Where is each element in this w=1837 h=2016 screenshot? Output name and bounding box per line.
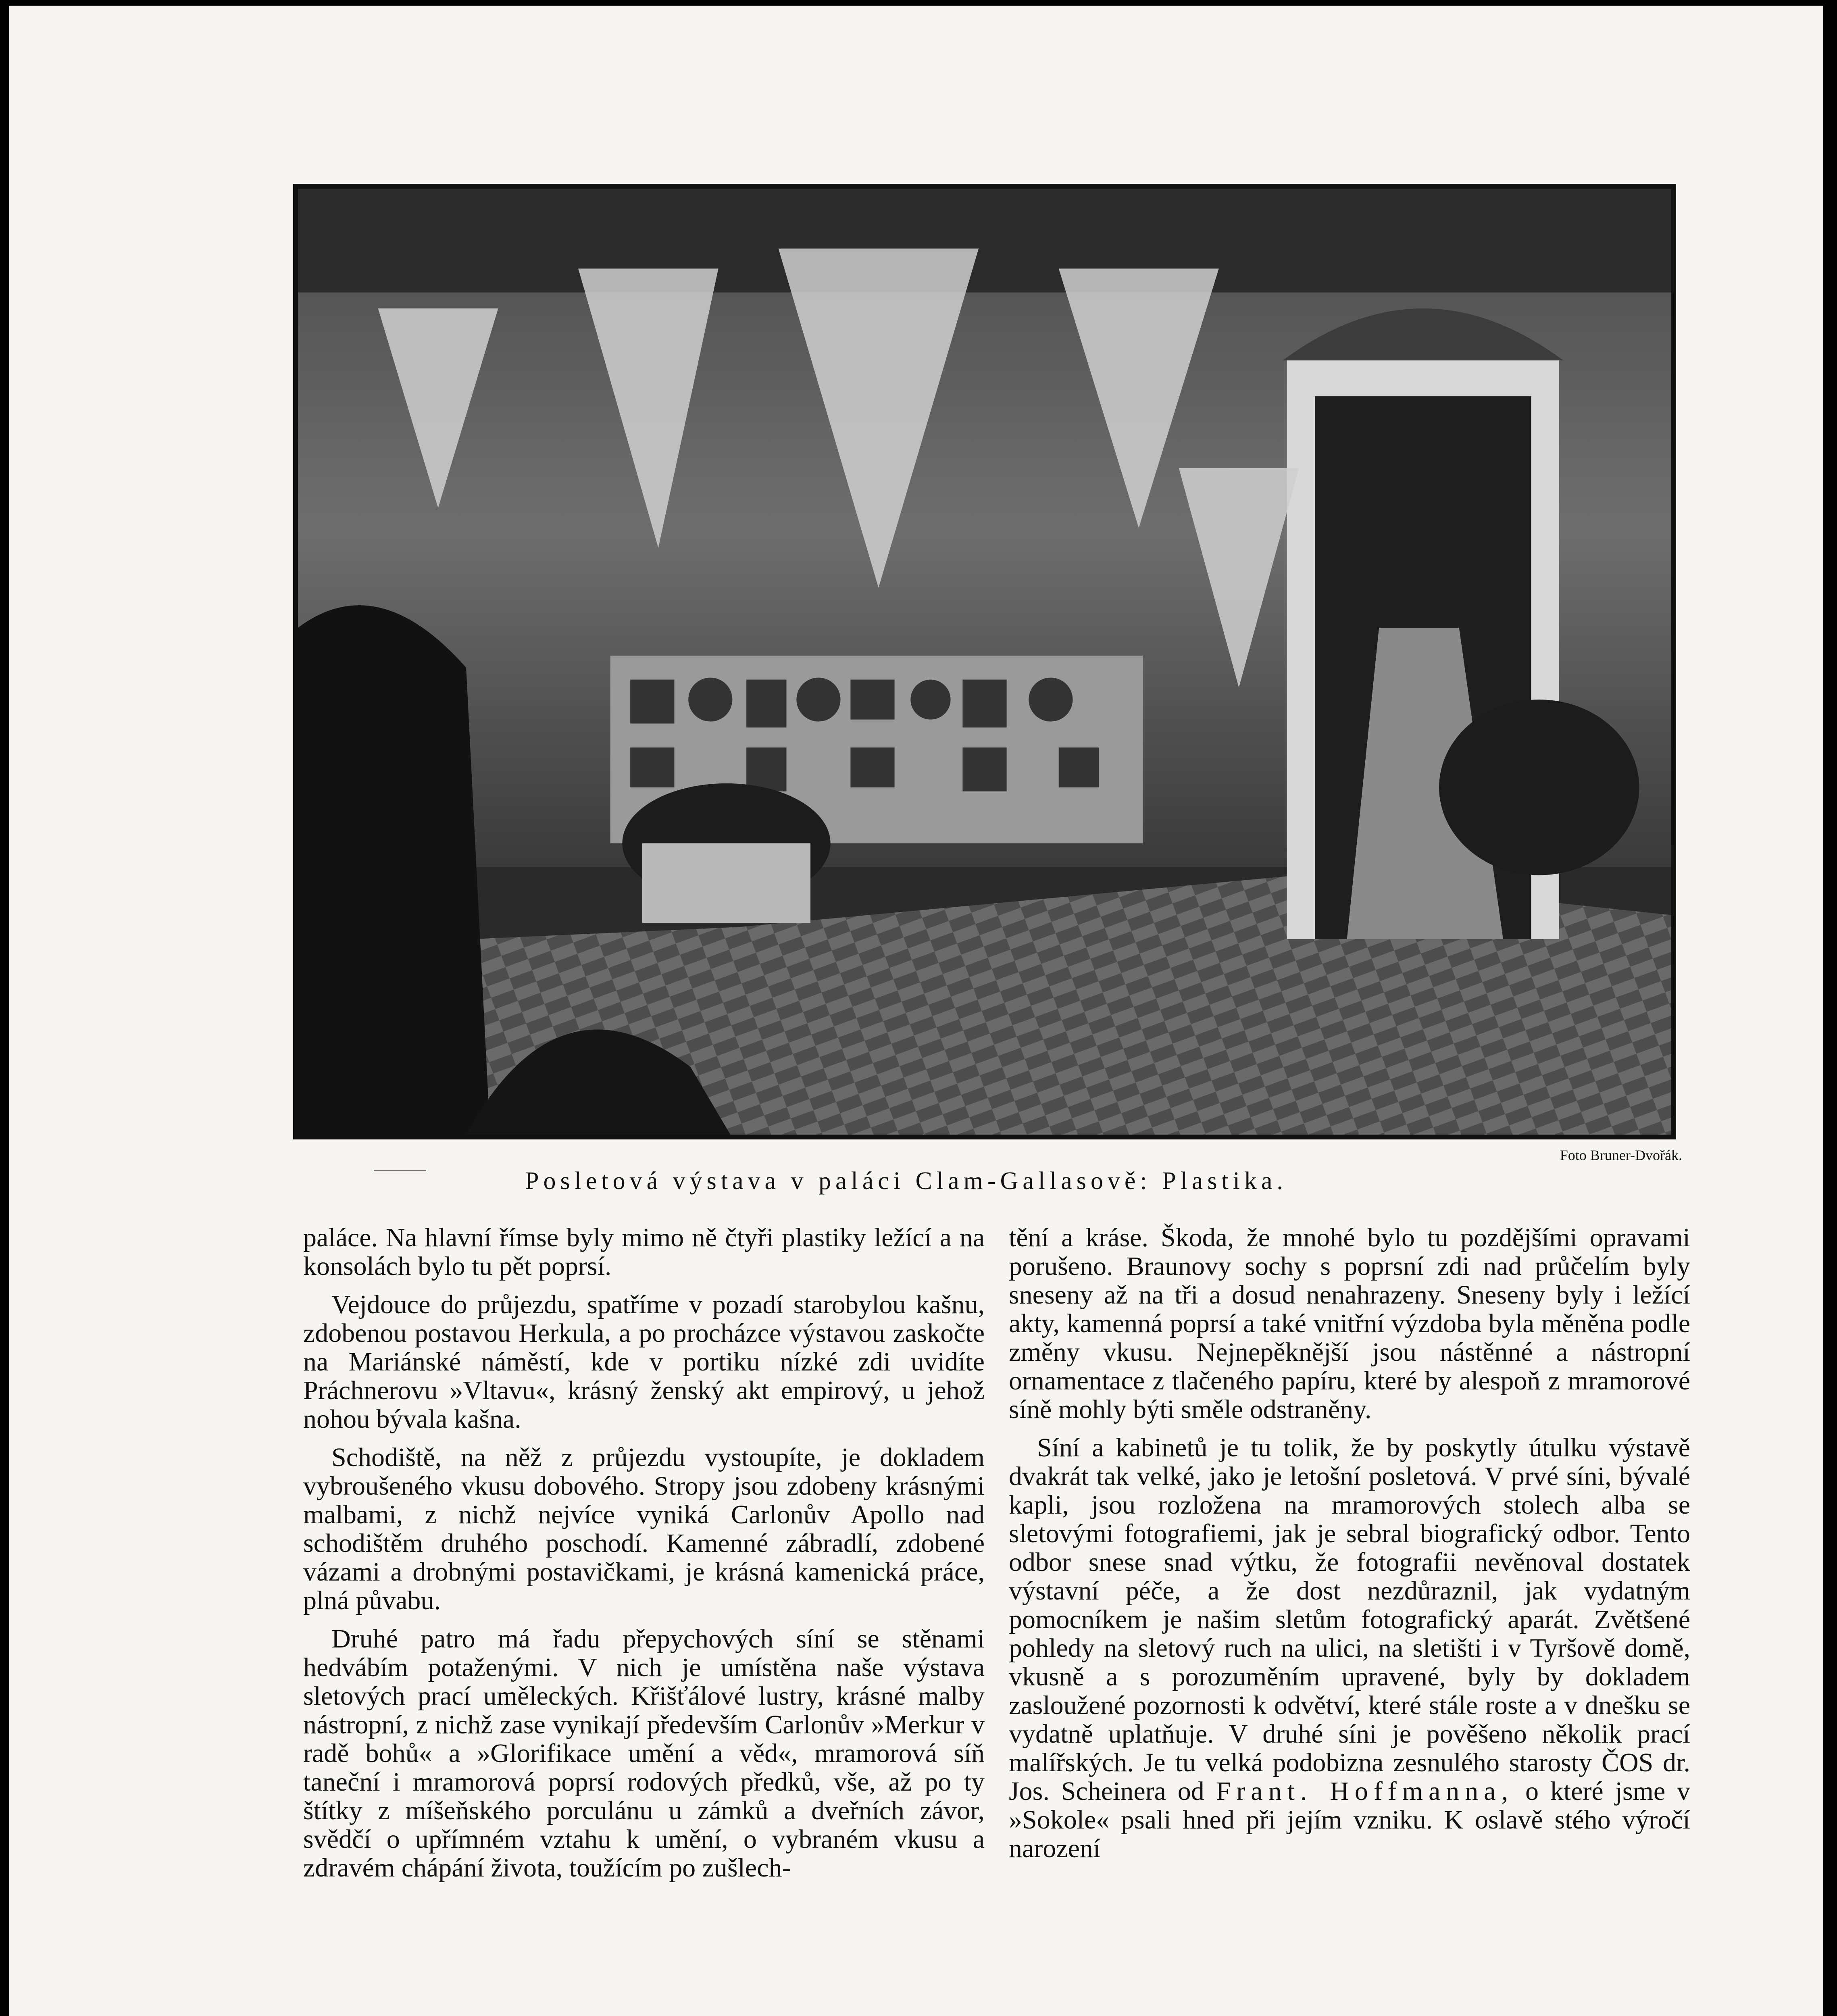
paragraph: Vejdouce do průjezdu, spatříme v pozadí starobylou kašnu, zdobenou postavou Herkula, a po procházce výstavou zaskočte na Mariánské náměstí, kde v portiku nízké zdi uvidíte Práchnerovu »Vltavu«, krásný ženský akt empirový, u jehož nohou bývala kašna. (303, 1290, 985, 1434)
planter-box (642, 843, 810, 923)
paragraph: tění a kráse. Škoda, že mnohé bylo tu pozdějšími opravami porušeno. Braunovy sochy s poprsní zdi nad průčelím byly sneseny až na tři a dosud nenahrazeny. Sneseny byly i ležící akty, kamenná poprsí a také vnitřní výzdoba byla měněna podle změny vkusu. Nejnepěknější jsou nástěnné a nástropní ornamentace z tlačeného papíru, které by alespoň z mramorové síně mohly býti směle odstraněny. (1009, 1223, 1690, 1424)
bust-sculpture (298, 605, 490, 1135)
left-column (303, 1223, 985, 1892)
figure-caption: Posletová výstava v paláci Clam-Gallasově: Plastika. (525, 1167, 1287, 1195)
divider-line (374, 1170, 426, 1171)
paragraph: paláce. Na hlavní římse byly mimo ně čtyři plastiky ležící a na konsolách bylo tu pět poprsí. (303, 1223, 985, 1281)
paragraph (1009, 1433, 1690, 1863)
plant-right (1439, 700, 1639, 875)
paragraph-text: o které jsme v »Sokole« psali hned při jejím vzniku. K oslavě stého výročí narození (1009, 1776, 1691, 1863)
photo-credit: Foto Bruner-Dvořák. (1560, 1147, 1682, 1163)
photo-illustration (298, 189, 1671, 1135)
paragraph-text: Síní a kabinetů je tu tolik, že by poskytly útulku výstavě dvakrát tak velké, jako je letošní posletová. V prvé síni, bývalé kapli, jsou rozloženа na mramorových stolech alba se sletovými fotografiemi, jak je sebral biografický odbor. Tento odbor snese snad výtku, že fotografii nevěnoval dostatek výstavní péče, a že dost nezdůraznil, jak vydatným pomocníkem je našim sletům fotografický aparát. Zvětšené pohledy na sletový ruch na ulici, na sletišti i v Tyršově domě, vkusně a s porozuměním upravené, byly by dokladem zasloužené pozornosti k odvětví, které stále roste a v dnešku se vydatně uplatňuje. V druhé síni je pověšeno několik prací malířských. Je tu velká podobizna zesnulého starosty ČOS dr. Jos. Scheinera od (1009, 1433, 1690, 1806)
exhibition-photo (293, 184, 1676, 1139)
paragraph: Druhé patro má řadu přepychových síní se stěnami hedvábím potaženými. V nich je umístěna naše výstava sletových prací uměleckých. Křišťálové lustry, krásné malby nástropní, z nichž zase vynikají především Carlonův »Merkur v radě bohů« a »Glorifikace umění a věd«, mramorová síň taneční i mramorová poprsí rodových předků, vše, až po ty štítky z míšeňského porculánu u zámků a dveřních závor, svědčí o upřímném vztahu k umění, o vybraném vkusu a zdravém chápání života, toužícím po zušlech- (303, 1624, 985, 1883)
page (9, 6, 1823, 2016)
ceiling (298, 189, 1671, 292)
artist-name: Frant. Hoffmanna, (1216, 1776, 1514, 1806)
right-column (1009, 1223, 1690, 1872)
paragraph: Schodiště, na něž z průjezdu vystoupíte, je dokladem vybroušeného vkusu dobového. Stropy jsou zdobeny krásnými malbami, z nichž nejvíce vyniká Carlonův Apollo nad schodištěm druhého poschodí. Kamenné zábradlí, zdobené vázami a drobnými postavičkami, je krásná kamenická práce, plná půvabu. (303, 1443, 985, 1615)
